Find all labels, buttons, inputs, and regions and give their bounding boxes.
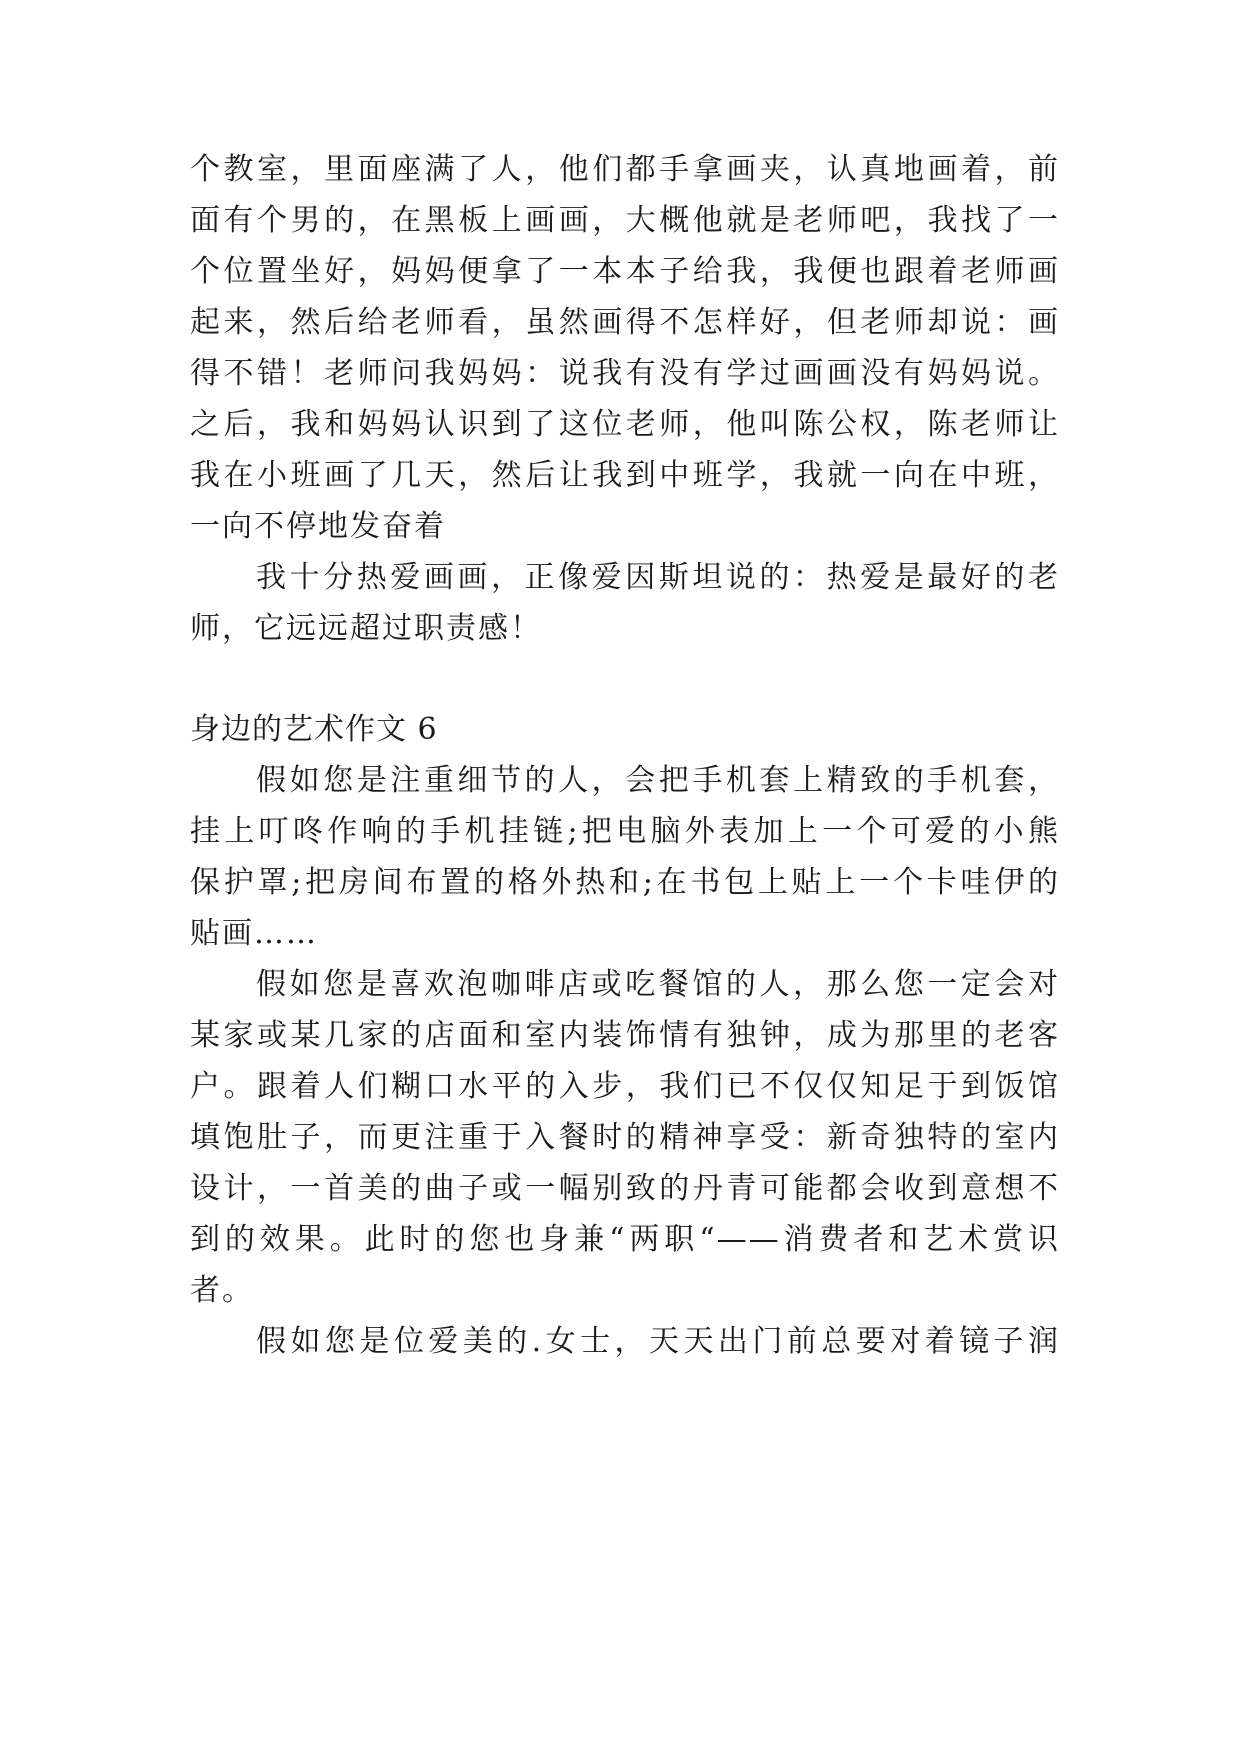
paragraph-line: 起来，然后给老师看，虽然画得不怎样好，但老师却说：画	[190, 305, 1060, 340]
paragraph-line: 得不错！老师问我妈妈：说我有没有学过画画没有妈妈说。	[190, 356, 1060, 391]
section-title: 身边的艺术作文 6	[190, 712, 438, 747]
paragraph-line: 我十分热爱画画，正像爱因斯坦说的：热爱是最好的老	[256, 560, 1060, 595]
paragraph-line: 设计，一首美的曲子或一幅别致的丹青可能都会收到意想不	[190, 1171, 1060, 1206]
paragraph-line: 假如您是喜欢泡咖啡店或吃餐馆的人，那么您一定会对	[256, 967, 1060, 1002]
paragraph-line: 个位置坐好，妈妈便拿了一本本子给我，我便也跟着老师画	[190, 254, 1060, 289]
paragraph-line: 挂上叮咚作响的手机挂链;把电脑外表加上一个可爱的小熊	[190, 814, 1060, 849]
paragraph-line: 之后，我和妈妈认识到了这位老师，他叫陈公权，陈老师让	[190, 407, 1060, 442]
paragraph-line: 贴画……	[190, 916, 318, 951]
paragraph-line: 师，它远远超过职责感！	[190, 611, 542, 646]
paragraph-line: 某家或某几家的店面和室内装饰情有独钟，成为那里的老客	[190, 1018, 1060, 1053]
paragraph-line: 一向不停地发奋着	[190, 509, 446, 544]
paragraph-line: 面有个男的，在黑板上画画，大概他就是老师吧，我找了一	[190, 203, 1060, 238]
paragraph-line: 我在小班画了几天，然后让我到中班学，我就一向在中班，	[190, 458, 1060, 493]
paragraph-line: 个教室，里面座满了人，他们都手拿画夹，认真地画着，前	[190, 152, 1060, 187]
paragraph-line: 户。跟着人们糊口水平的入步，我们已不仅仅知足于到饭馆	[190, 1069, 1060, 1104]
paragraph-line: 假如您是位爱美的.女士，天天出门前总要对着镜子润	[256, 1324, 1060, 1359]
paragraph-line: 假如您是注重细节的人，会把手机套上精致的手机套，	[256, 763, 1060, 798]
paragraph-line: 填饱肚子，而更注重于入餐时的精神享受：新奇独特的室内	[190, 1120, 1060, 1155]
paragraph-line: 保护罩;把房间布置的格外热和;在书包上贴上一个卡哇伊的	[190, 865, 1060, 900]
paragraph-line: 者。	[190, 1273, 254, 1308]
paragraph-line: 到的效果。此时的您也身兼“两职“——消费者和艺术赏识	[190, 1222, 1060, 1257]
